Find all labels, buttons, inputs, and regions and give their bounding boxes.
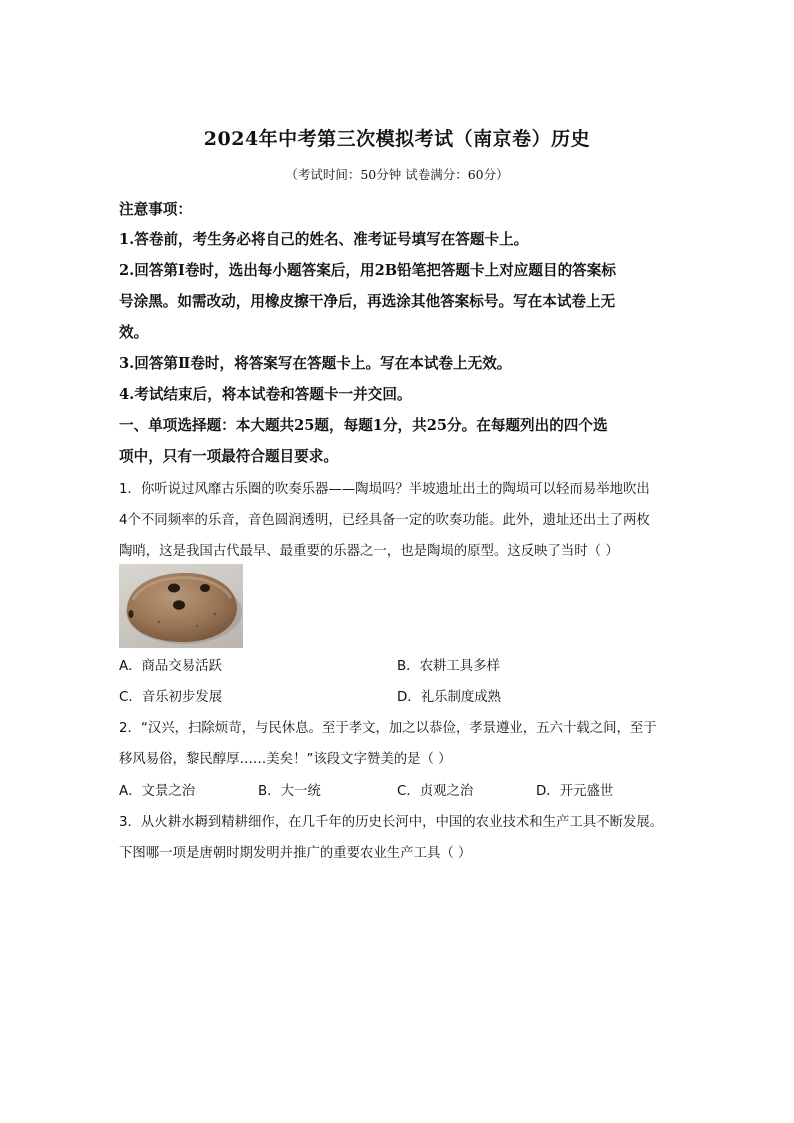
note-line: 4.考试结束后，将本试卷和答题卡一并交回。 — [119, 386, 412, 403]
xun-ocarina-drawing — [119, 564, 243, 648]
note-line: 效。 — [119, 324, 149, 341]
q2-option-b: B．大一统 — [258, 784, 321, 799]
exam-title: 2024年中考第三次模拟考试（南京卷）历史 — [203, 128, 591, 150]
notes-header: 注意事项： — [119, 201, 192, 218]
question-2-text: 2．“汉兴，扫除烦苛，与民休息。至于孝文，加之以恭俭，孝景遵业，五六十载之间，至于 — [119, 721, 657, 736]
question-1-text: 4个不同频率的乐音，音色圆润透明，已经具备一定的吹奏功能。此外，遗址还出土了两枚 — [119, 513, 650, 528]
section-heading: 一、单项选择题：本大题共25题，每题1分，共25分。在每题列出的四个选 — [119, 417, 608, 434]
note-line: 3.回答第Ⅱ卷时，将答案写在答题卡上。写在本试卷上无效。 — [119, 355, 512, 372]
question-2-text: 移风易俗，黎民醇厚……美矣！”该段文字赞美的是（ ） — [119, 752, 452, 767]
q1-option-b: B．农耕工具多样 — [397, 659, 500, 674]
question-1-text: 1．你听说过风靡古乐圈的吹奏乐器——陶埙吗？半坡遗址出土的陶埙可以轻而易举地吹出 — [119, 482, 650, 497]
exam-subtitle: （考试时间：50分钟 试卷满分：60分） — [285, 167, 509, 182]
question-3-text: 3．从火耕水耨到精耕细作，在几千年的历史长河中，中国的农业技术和生产工具不断发展。 — [119, 815, 664, 830]
q2-option-a: A．文景之治 — [119, 784, 196, 799]
q1-option-a: A．商品交易活跃 — [119, 659, 222, 674]
note-line: 2.回答第Ⅰ卷时，选出每小题答案后，用2B铅笔把答题卡上对应题目的答案标 — [119, 262, 616, 279]
question-3-text: 下图哪一项是唐朝时期发明并推广的重要农业生产工具（ ） — [119, 846, 472, 861]
q2-option-c: C．贞观之治 — [397, 784, 474, 799]
q1-option-d: D．礼乐制度成熟 — [397, 690, 502, 705]
question-1-text: 陶哨，这是我国古代最早、最重要的乐器之一，也是陶埙的原型。这反映了当时（ ） — [119, 544, 619, 559]
xun-ocarina-photo — [119, 564, 243, 648]
q1-option-c: C．音乐初步发展 — [119, 690, 223, 705]
section-heading: 项中，只有一项最符合题目要求。 — [119, 448, 338, 465]
note-line: 号涂黑。如需改动，用橡皮擦干净后，再选涂其他答案标号。写在本试卷上无 — [119, 293, 616, 310]
q2-option-d: D．开元盛世 — [536, 784, 614, 799]
note-line: 1.答卷前，考生务必将自己的姓名、准考证号填写在答题卡上。 — [119, 231, 529, 248]
